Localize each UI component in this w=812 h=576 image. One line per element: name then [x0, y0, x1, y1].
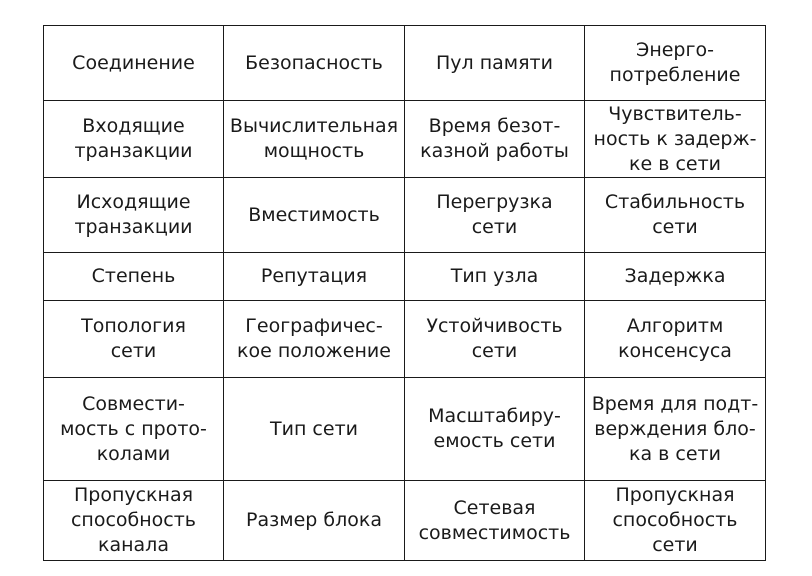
table-row	[44, 481, 766, 561]
table-cell: Перегрузка сети	[405, 178, 585, 253]
table-cell: Время для подт- верждения бло- ка в сети	[585, 378, 766, 481]
parameters-table	[43, 25, 766, 561]
table-cell: Совмести- мость с прото- колами	[44, 378, 224, 481]
table-row	[44, 101, 766, 178]
table-cell: Входящие транзакции	[44, 101, 224, 178]
table-cell: Пропускная способность канала	[44, 481, 224, 561]
table-cell: Степень	[44, 253, 224, 301]
table-row	[44, 378, 766, 481]
table-cell: Алгоритм консенсуса	[585, 301, 766, 378]
table-cell: Исходящие транзакции	[44, 178, 224, 253]
table-cell: Географичес- кое положение	[224, 301, 405, 378]
table-cell: Стабильность сети	[585, 178, 766, 253]
table-cell: Сетевая совместимость	[405, 481, 585, 561]
table-cell: Энерго- потребление	[585, 26, 766, 101]
table-cell: Безопасность	[224, 26, 405, 101]
table-cell: Пропускная способность сети	[585, 481, 766, 561]
table-cell: Время безот- казной работы	[405, 101, 585, 178]
table-cell: Вместимость	[224, 178, 405, 253]
table-row	[44, 253, 766, 301]
table-row	[44, 178, 766, 253]
table-cell: Задержка	[585, 253, 766, 301]
table-cell: Соединение	[44, 26, 224, 101]
table-cell: Устойчивость сети	[405, 301, 585, 378]
table-cell: Размер блока	[224, 481, 405, 561]
table-cell: Тип узла	[405, 253, 585, 301]
table-cell: Топология сети	[44, 301, 224, 378]
table-row	[44, 26, 766, 101]
table-cell: Вычислительная мощность	[224, 101, 405, 178]
table-cell: Масштабиру- емость сети	[405, 378, 585, 481]
table-cell: Тип сети	[224, 378, 405, 481]
table-cell: Чувствитель- ность к задерж- ке в сети	[585, 101, 766, 178]
table-cell: Репутация	[224, 253, 405, 301]
table-cell: Пул памяти	[405, 26, 585, 101]
table-row	[44, 301, 766, 378]
